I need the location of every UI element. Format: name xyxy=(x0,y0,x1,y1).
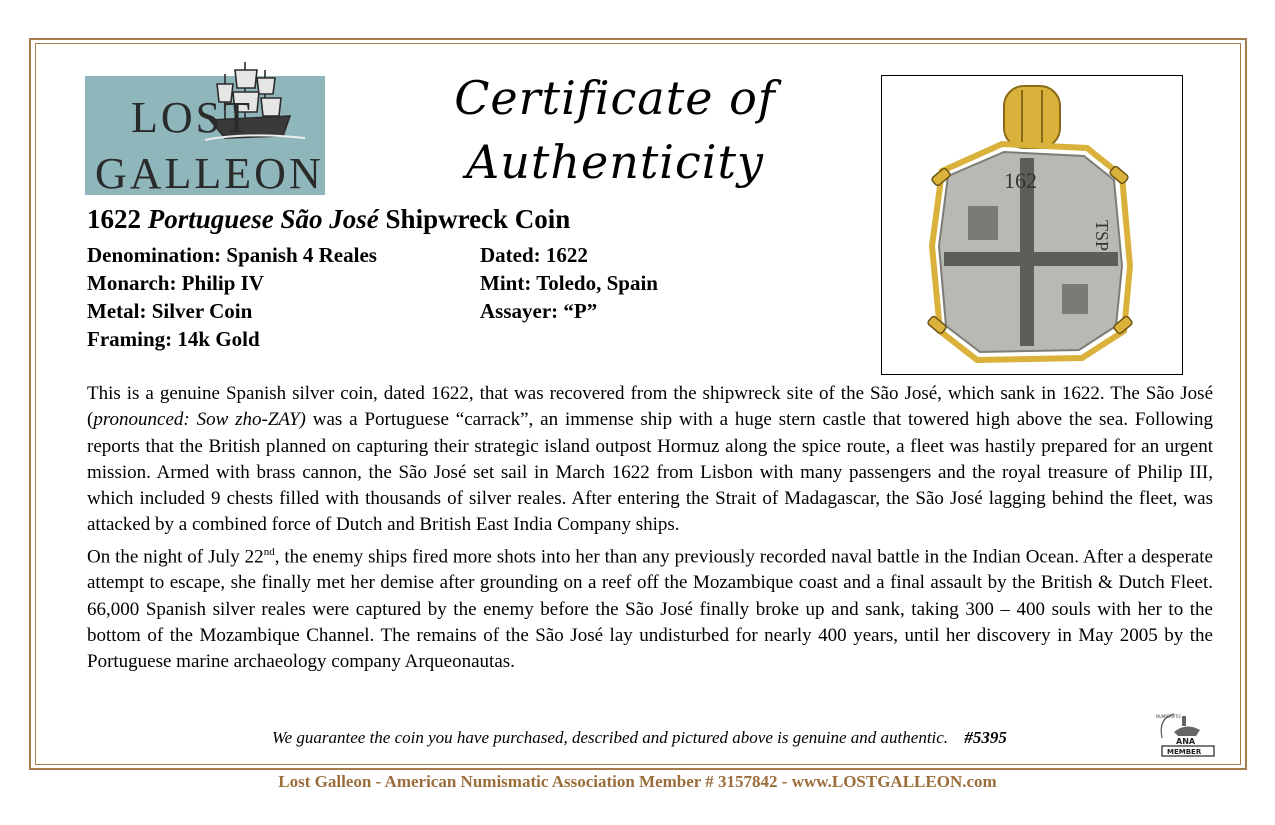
coin-photo-frame xyxy=(881,75,1183,375)
spec-dated: Dated: 1622 xyxy=(480,243,588,267)
title-line-1: Certificate of xyxy=(454,71,776,125)
ana-arc-text: NUMISMATIC xyxy=(1156,714,1182,719)
coin-headline xyxy=(87,204,570,235)
ana-member-badge-icon xyxy=(1152,708,1220,758)
lost-galleon-logo xyxy=(85,60,325,195)
certificate-number: #5395 xyxy=(964,728,1007,747)
ana-abbr: ANA xyxy=(1176,737,1196,746)
coin-side-legend: TSP xyxy=(1092,220,1112,252)
spec-assayer: Assayer: “P” xyxy=(480,299,598,323)
history-paragraph-1: This is a genuine Spanish silver coin, dated 1622, that was recovered from the shipwreck site of the São José, which sank in 1622. The São José (pronounced: Sow zho-ZAY) was a Portuguese “carrack”, an immense ship with a huge stern castle that towered high above the sea. Following reports that the British planned on capturing their strategic island outpost Hormuz along the spice route, a fleet was hastily prepared for an urgent mission. Armed with brass cannon, the São José set sail in March 1622 from Lisbon with many passengers and the royal treasure of Philip III, which included 9 chests filled with thousands of silver reales. After entering the Strait of Madagascar, the São José lagging behind the fleet, was attacked by a combined force of Dutch and British East India Company ships. xyxy=(87,383,1214,536)
spec-denomination: Denomination: Spanish 4 Reales xyxy=(87,243,377,267)
history-paragraph-2: On the night of July 22nd, the enemy ships fired more shots into her than any previously recorded naval battle in the Indian Ocean. After a desperate attempt to escape, she finally met her demise after grounding on a reef off the Mozambique coast and a final assault by the British & Dutch Fleet. 66,000 Spanish silver reales were captured by the enemy before the São José finally broke up and sank, taking 300 – 400 souls with her to the bottom of the Mozambique Channel. The remains of the São José lay undisturbed for nearly 400 years, until her discovery in May 2005 by the Portuguese marine archaeology company Arqueonautas. xyxy=(87,545,1213,673)
coin-pendant-image xyxy=(882,76,1182,374)
title-line-2: Authenticity xyxy=(466,135,764,189)
certificate-title xyxy=(440,66,790,194)
guarantee-text: We guarantee the coin you have purchased, described and pictured above is genuine and authentic. xyxy=(272,728,949,747)
footer-membership-line: Lost Galleon - American Numismatic Association Member # 3157842 - www.LOSTGALLEON.com xyxy=(278,772,997,791)
headline-year: 1622 xyxy=(87,204,141,234)
spec-mint: Mint: Toledo, Spain xyxy=(480,271,658,295)
logo-line1: LOST xyxy=(131,93,253,142)
coin-date: 162 xyxy=(1004,168,1037,193)
headline-ship-name: Portuguese São José xyxy=(147,204,379,234)
ana-member-label: MEMBER xyxy=(1167,748,1202,756)
logo-line2: GALLEON xyxy=(95,149,324,195)
spec-monarch: Monarch: Philip IV xyxy=(87,271,264,295)
headline-rest: Shipwreck Coin xyxy=(385,204,571,234)
history-text xyxy=(87,381,1213,676)
guarantee-line xyxy=(272,728,1007,748)
pronunciation: pronounced: Sow zho-ZAY) xyxy=(93,409,306,431)
spec-framing: Framing: 14k Gold xyxy=(87,327,260,351)
spec-metal: Metal: Silver Coin xyxy=(87,299,253,323)
